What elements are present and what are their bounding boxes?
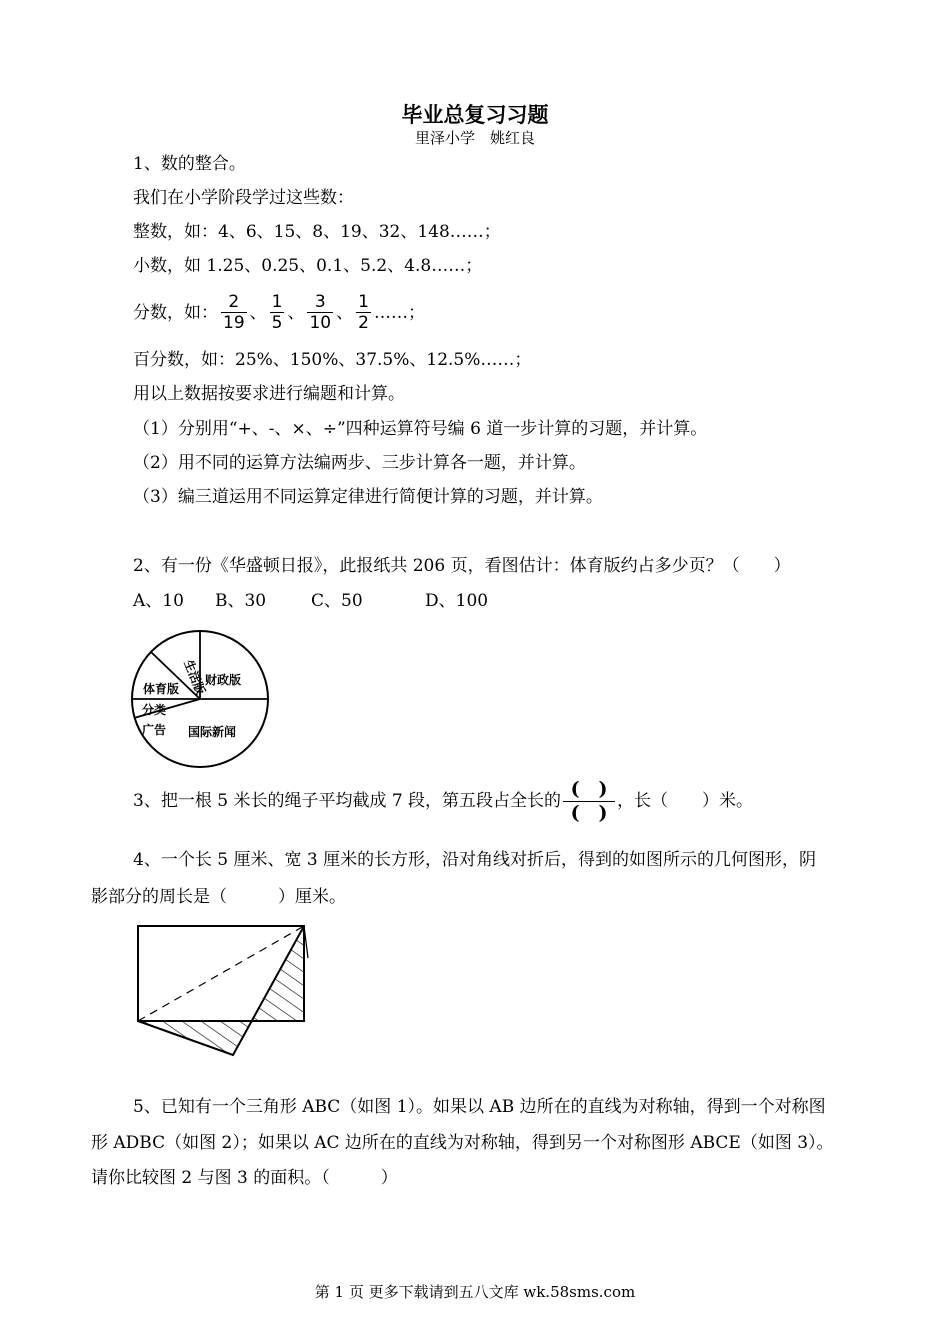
shaded-region [138, 926, 304, 1055]
pie-label-finance: 财政版 [205, 673, 242, 687]
folded-rectangle-figure [130, 918, 320, 1073]
q1-integers: 整数，如：4、6、15、8、19、32、148……； [133, 222, 501, 242]
q1-task-2: （2）用不同的运算方法编两步、三步计算各一题，并计算。 [133, 453, 586, 473]
fraction: $\frac{1}{5}$ [271, 292, 283, 333]
q1-instruction: 用以上数据按要求进行编题和计算。 [133, 384, 405, 404]
q3-line [133, 776, 753, 826]
fraction: $\frac{1}{2}$ [358, 292, 369, 333]
q1-heading: 1、数的整合。 [133, 154, 246, 174]
q2-option-c: C、50 [311, 591, 363, 611]
pie-label-ads: 广告 [142, 723, 167, 737]
q3-text-before: 3、把一根 5 米长的绳子平均截成 7 段，第五段占全长的 [133, 791, 562, 811]
pie-label-classified: 分类 [142, 703, 167, 717]
q5-line-2: 形 ADBC（如图 2）；如果以 AC 边所在的直线为对称轴，得到另一个对称图形 ABCE（如图 3）。 [91, 1133, 834, 1153]
page-title: 毕业总复习习题 [401, 103, 549, 127]
page-footer: 第 1 页 更多下载请到五八文库 wk.58sms.com [314, 1283, 636, 1301]
q4-line-1: 4、一个长 5 厘米、宽 3 厘米的长方形，沿对角线对折后，得到的如图所示的几何图形，阴 [133, 850, 817, 870]
fraction: $\frac{3}{10}$ [309, 292, 332, 333]
q1-task-1: （1）分别用“+、-、×、÷”四种运算符号编 6 道一步计算的习题，并计算。 [133, 419, 708, 439]
q1-decimals: 小数，如 1.25、0.25、0.1、5.2、4.8……； [133, 256, 483, 276]
q2-text: 2、有一份《华盛顿日报》，此报纸共 206 页，看图估计：体育版约占多少页？（ ） [133, 556, 791, 576]
newspaper-pie-chart [125, 620, 280, 775]
separator: 、 [249, 302, 267, 323]
pie-label-sports: 体育版 [143, 682, 180, 696]
q1-percents: 百分数，如：25%、150%、37.5%、12.5%……； [133, 350, 532, 370]
separator: 、 [336, 302, 354, 323]
q5-line-1: 5、已知有一个三角形 ABC（如图 1）。如果以 AB 边所在的直线为对称轴，得到一个对称图 [133, 1097, 826, 1117]
q1-task-3: （3）编三道运用不同运算定律进行简便计算的习题，并计算。 [133, 487, 603, 507]
author-line: 里泽小学 姚红良 [414, 129, 535, 147]
fractions-tail: ……； [373, 302, 425, 323]
q1-intro: 我们在小学阶段学过这些数： [133, 188, 354, 208]
q1-fractions-label: 分数，如： [133, 302, 218, 323]
pie-label-international: 国际新闻 [188, 725, 237, 739]
answer-fraction-blank[interactable] [563, 779, 615, 824]
pie-label-life: 生活版 [181, 657, 208, 697]
q4-line-2: 影部分的周长是（ ）厘米。 [91, 887, 346, 907]
q3-text-after: ，长（ ）米。 [617, 791, 754, 811]
blank-numerator[interactable]: ( ) [570, 777, 608, 800]
q2-option-b: B、30 [215, 591, 267, 611]
separator: 、 [287, 302, 305, 323]
q1-fractions-line [133, 292, 425, 333]
q2-option-d: D、100 [425, 591, 489, 611]
q5-line-3: 请你比较图 2 与图 3 的面积。（ ） [91, 1168, 398, 1188]
q2-option-a: A、10 [133, 591, 184, 611]
fraction: $\frac{2}{19}$ [223, 292, 245, 333]
blank-denominator[interactable]: ( ) [570, 801, 608, 824]
